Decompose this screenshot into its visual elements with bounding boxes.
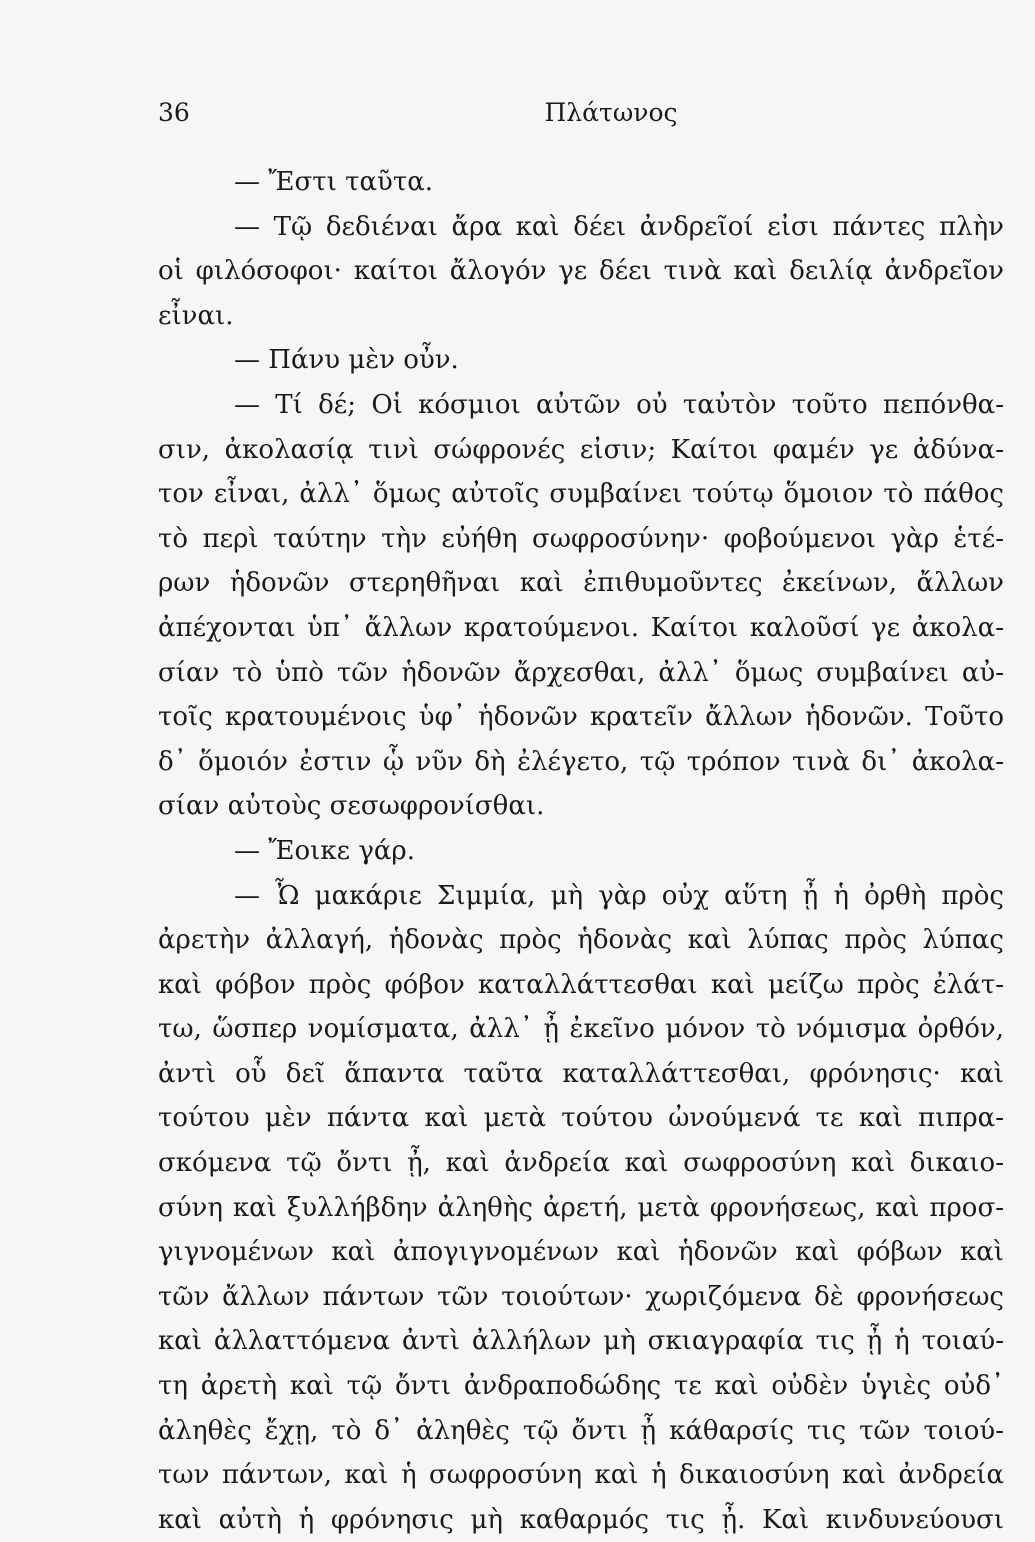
text-line: σκόμενα τῷ ὄντι ᾖ, καὶ ἀνδρεία καὶ σωφροσύνη καὶ δικαιο-	[158, 1148, 1004, 1179]
text-line: — Πάνυ μὲν οὖν.	[234, 345, 459, 376]
text-line: καὶ αὐτὴ ἡ φρόνησις μὴ καθαρμός τις ᾖ. Καὶ κινδυνεύουσι	[158, 1504, 1004, 1535]
text-line: καὶ φόβον πρὸς φόβον καταλλάττεσθαι καὶ μείζω πρὸς ἐλάτ-	[158, 969, 1004, 1000]
text-line: τὸ περὶ ταύτην τὴν εὐήθη σωφροσύνην· φοβούμενοι γὰρ ἑτέ-	[158, 523, 1004, 554]
text-line: σύνη καὶ ξυλλήβδην ἀληθὴς ἀρετή, μετὰ φρονήσεως, καὶ προσ-	[158, 1192, 1004, 1223]
text-line: — Ἔστι ταῦτα.	[234, 167, 434, 197]
text-line: των πάντων, καὶ ἡ σωφροσύνη καὶ ἡ δικαιοσύνη καὶ ἀνδρεία	[158, 1460, 1004, 1491]
text-line: τοῖς κρατουμένοις ὑφ᾽ ἡδονῶν κρατεῖν ἄλλων ἡδονῶν. Τοῦτο	[158, 702, 1004, 733]
text-line: ἀπέχονται ὑπ᾽ ἄλλων κρατούμενοι. Καίτοι καλοῦσί γε ἀκολα-	[158, 612, 1004, 643]
text-line: τη ἀρετὴ καὶ τῷ ὄντι ἀνδραποδώδης τε καὶ οὐδὲν ὑγιὲς οὐδ᾽	[158, 1371, 1004, 1402]
text-line: — Ἔοικε γάρ.	[234, 835, 415, 866]
running-title: Πλάτωνος	[544, 98, 678, 127]
page-number: 36	[158, 98, 190, 127]
text-line: οἱ φιλόσοφοι· καίτοι ἄλογόν γε δέει τινὰ καὶ δειλίᾳ ἀνδρεῖον	[158, 256, 1004, 287]
page-header	[158, 98, 1004, 134]
text-line: — Τί δέ; Οἱ κόσμιοι αὐτῶν οὐ ταὐτὸν τοῦτο πεπόνθα-	[234, 389, 1004, 420]
text-line: ἀληθὲς ἔχῃ, τὸ δ᾽ ἀληθὲς τῷ ὄντι ᾖ κάθαρσίς τις τῶν τοιού-	[158, 1415, 1004, 1446]
text-line: ρων ἡδονῶν στερηθῆναι καὶ ἐπιθυμοῦντες ἐκείνων, ἄλλων	[158, 568, 1004, 599]
text-line: — Ὦ μακάριε Σιμμία, μὴ γὰρ οὐχ αὕτη ᾖ ἡ ὀρθὴ πρὸς	[234, 880, 1004, 911]
text-line: δ᾽ ὅμοιόν ἐστιν ᾧ νῦν δὴ ἐλέγετο, τῷ τρόπον τινὰ δι᾽ ἀκολα-	[158, 746, 1004, 777]
text-line: γιγνομένων καὶ ἀπογιγνομένων καὶ ἡδονῶν καὶ φόβων καὶ	[158, 1237, 1004, 1268]
text-line: εἶναι.	[158, 300, 234, 331]
text-line: ἀντὶ οὗ δεῖ ἅπαντα ταῦτα καταλλάττεσθαι, φρόνησις· καὶ	[158, 1058, 1004, 1089]
text-line: ἀρετὴν ἀλλαγή, ἡδονὰς πρὸς ἡδονὰς καὶ λύπας πρὸς λύπας	[158, 925, 1004, 956]
text-line: τον εἶναι, ἀλλ᾽ ὅμως αὐτοῖς συμβαίνει τούτῳ ὅμοιον τὸ πάθος	[158, 479, 1004, 510]
text-line: τῶν ἄλλων πάντων τῶν τοιούτων· χωριζόμενα δὲ φρονήσεως	[158, 1281, 1004, 1312]
text-line: καὶ ἀλλαττόμενα ἀντὶ ἀλλήλων μὴ σκιαγραφία τις ᾖ ἡ τοιαύ-	[158, 1326, 1004, 1357]
text-line: σίαν τὸ ὑπὸ τῶν ἡδονῶν ἄρχεσθαι, ἀλλ᾽ ὅμως συμβαίνει αὐ-	[158, 657, 1004, 688]
text-line: — Τῷ δεδιέναι ἄρα καὶ δέει ἀνδρεῖοί εἰσι πάντες πλὴν	[234, 211, 1004, 242]
text-line: τούτου μὲν πάντα καὶ μετὰ τούτου ὠνούμενά τε καὶ πιπρα-	[158, 1103, 1004, 1134]
text-line: τω, ὥσπερ νομίσματα, ἀλλ᾽ ᾖ ἐκεῖνο μόνον τὸ νόμισμα ὀρθόν,	[158, 1014, 1004, 1045]
text-line: σιν, ἀκολασίᾳ τινὶ σώφρονές εἰσιν; Καίτοι φαμέν γε ἀδύνα-	[158, 434, 1004, 465]
body-text	[158, 160, 1004, 1542]
text-line: σίαν αὐτοὺς σεσωφρονίσθαι.	[158, 791, 545, 822]
